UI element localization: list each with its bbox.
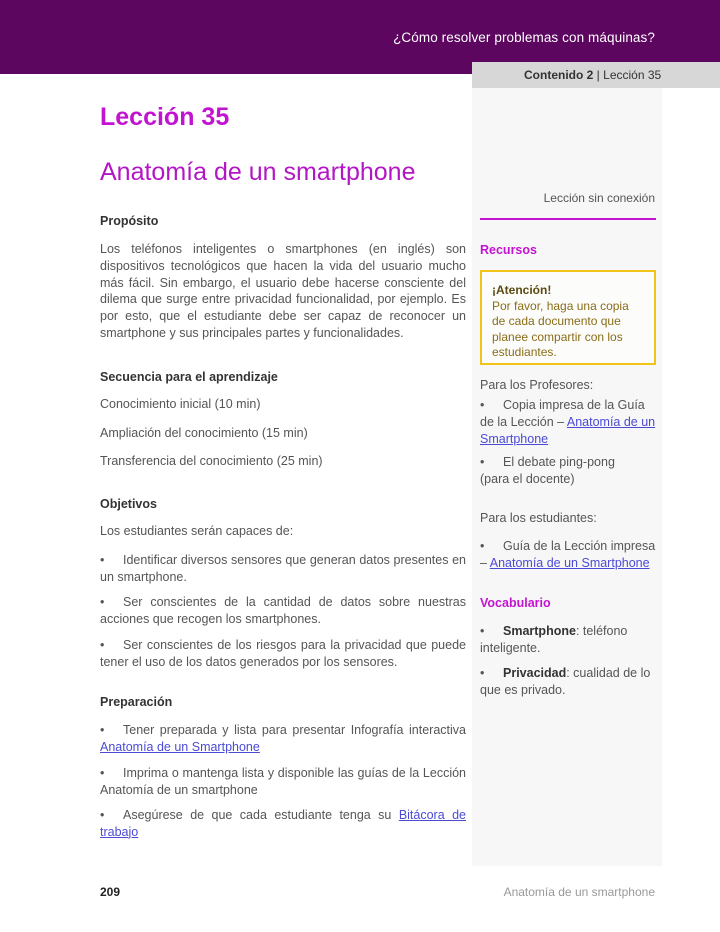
vocabulary-item (480, 623, 630, 657)
divider (480, 218, 656, 220)
sequence-item: Conocimiento inicial (10 min) (100, 397, 261, 411)
lesson-title: Lección 35 (100, 103, 230, 131)
preparation-item: • Asegúrese de que cada estudiante tenga su Bitácora de trabajo (100, 808, 467, 839)
vocabulary-item (480, 665, 655, 699)
bullet-icon: • (100, 595, 105, 609)
footer-title: Anatomía de un smartphone (503, 885, 655, 899)
book-title: ¿Cómo resolver problemas con máquinas? (393, 30, 655, 45)
students-label: Para los estudiantes: (480, 511, 597, 525)
objective-item: • Ser conscientes de los riesgos para la privacidad que puede tener el uso de los datos generados por los sensores. (100, 638, 466, 669)
bullet-icon: • (480, 624, 485, 638)
objectives-heading: Objetivos (100, 497, 157, 511)
attention-text: Por favor, haga una copia de cada documento que planee compartir con los estudiantes. (492, 298, 629, 359)
breadcrumb-content: Contenido 2 (524, 68, 594, 82)
vocabulary-term: Smartphone (503, 624, 576, 638)
preparation-heading: Preparación (100, 695, 173, 709)
objective-item: • Ser conscientes de la cantidad de datos sobre nuestras acciones que recogen los smartphones. (100, 595, 466, 626)
bullet-icon: • (480, 539, 485, 553)
purpose-text: Los teléfonos inteligentes o smartphones (en inglés) son dispositivos tecnológicos que hacen la vida del usuario mucho más fácil. Sin embargo, el usuario debe hacerse consciente del dilema que surge entre privacidad funcionalidad, por ejemplo. Es por esto, que el estudiante debe ser capaz de reconocer un smartphone y sus principales partes y funcionalidades. (100, 242, 466, 340)
breadcrumb (472, 62, 720, 88)
preparation-item: • Imprima o mantenga lista y disponible las guías de la Lección Anatomía de un smartphone (100, 766, 466, 797)
teacher-guide-link[interactable]: Anatomía de un Smartphone (480, 414, 656, 446)
breadcrumb-lesson: Lección 35 (603, 68, 662, 82)
bullet-icon: • (100, 553, 105, 567)
teachers-label: Para los Profesores: (480, 378, 594, 392)
objective-item: • Identificar diversos sensores que generan datos presentes en un smartphone. (100, 553, 466, 584)
lesson-subtitle: Anatomía de un smartphone (100, 158, 416, 186)
vocabulary-definition: : cualidad de lo que es privado. (480, 666, 651, 697)
vocabulary-heading: Vocabulario (480, 596, 551, 610)
student-guide-link[interactable]: Anatomía de un Smartphone (489, 555, 650, 570)
attention-box (480, 270, 656, 365)
vocabulary-term: Privacidad (503, 666, 567, 680)
bullet-icon: • (100, 808, 105, 822)
bullet-icon: • (480, 666, 485, 680)
teacher-resource-item: • El debate ping-pong (para el docente) (480, 455, 615, 486)
logbook-link[interactable]: Bitácora de trabajo (100, 808, 467, 839)
bullet-icon: • (100, 766, 105, 780)
breadcrumb-separator: | (596, 68, 600, 82)
teacher-resource-item: • Copia impresa de la Guía de la Lección – Anatomía de un Smartphone (480, 398, 656, 446)
preparation-item: • Tener preparada y lista para presentar Infografía interactiva Anatomía de un Smartphone (100, 723, 466, 754)
vocabulary-definition: : teléfono inteligente. (480, 624, 628, 655)
infographic-link[interactable]: Anatomía de un Smartphone (100, 739, 260, 754)
purpose-heading: Propósito (100, 214, 159, 228)
student-resource-item: • Guía de la Lección impresa – Anatomía de un Smartphone (480, 539, 656, 570)
bullet-icon: • (100, 638, 105, 652)
sequence-heading: Secuencia para el aprendizaje (100, 370, 278, 384)
objectives-intro: Los estudiantes serán capaces de: (100, 524, 294, 538)
resources-heading: Recursos (480, 243, 537, 257)
bullet-icon: • (100, 723, 105, 737)
sequence-item: Transferencia del conocimiento (25 min) (100, 454, 323, 468)
bullet-icon: • (480, 455, 485, 469)
sequence-item: Ampliación del conocimiento (15 min) (100, 426, 308, 440)
lesson-mode: Lección sin conexión (543, 191, 655, 205)
attention-title: ¡Atención! (492, 283, 552, 297)
page-number: 209 (100, 885, 121, 899)
bullet-icon: • (480, 398, 485, 412)
